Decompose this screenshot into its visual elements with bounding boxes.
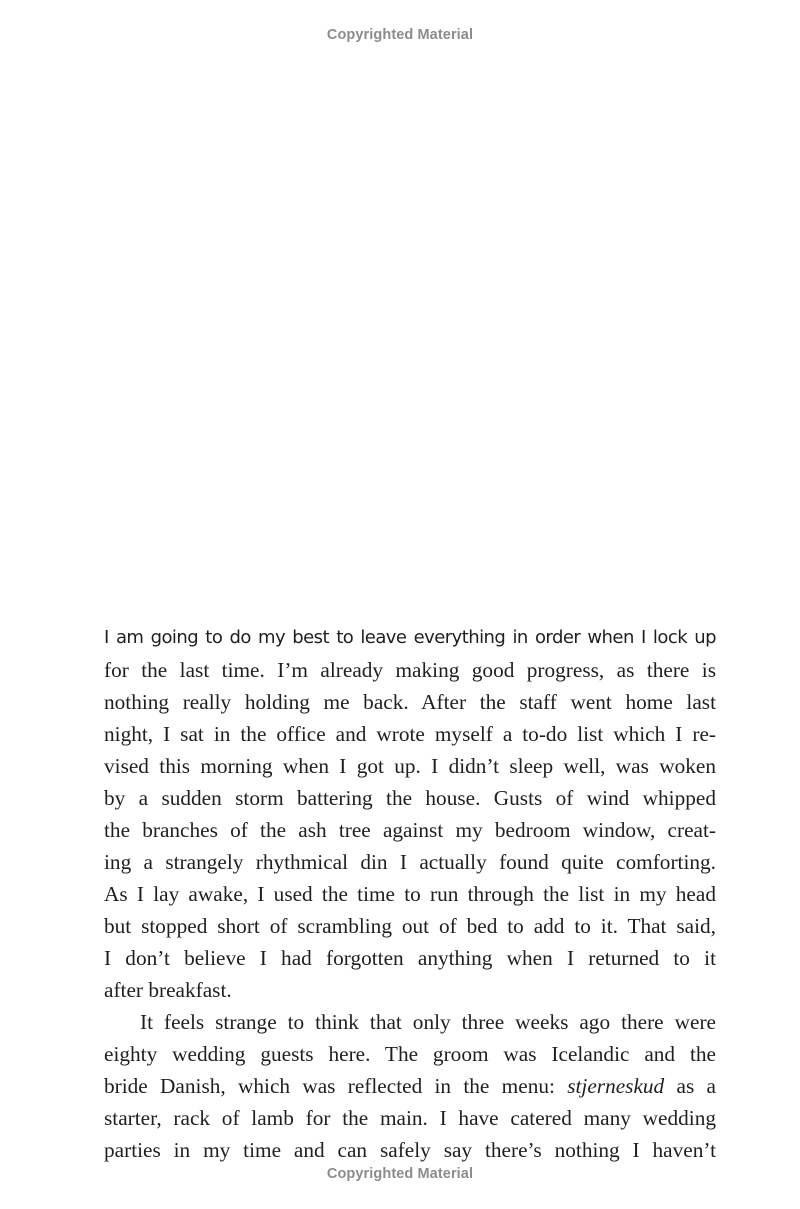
text-line: eighty wedding guests here. The groom was Icelandic and the (104, 1042, 716, 1066)
body-text (104, 622, 716, 1166)
italic-word: stjerneskud (567, 1074, 665, 1098)
paragraph-2 (104, 1006, 716, 1166)
watermark-top: Copyrighted Material (326, 27, 474, 43)
text-line: It feels strange to think that only three weeks ago there were (140, 1010, 716, 1034)
text-line: by a sudden storm battering the house. Gusts of wind whipped (104, 786, 716, 810)
text-segment: as a (664, 1074, 716, 1098)
text-line: As I lay awake, I used the time to run through the list in my head (104, 882, 716, 906)
text-line: I am going to do my best to leave everything in order when I lock up (104, 627, 716, 648)
text-line: nothing really holding me back. After the staff went home last (104, 690, 716, 714)
text-line: parties in my time and can safely say there’s nothing I haven’t (104, 1138, 716, 1162)
text-line: I don’t believe I had forgotten anything when I returned to it (104, 946, 716, 970)
text-line-with-italic (104, 1070, 716, 1102)
text-line: but stopped short of scrambling out of bed to add to it. That said, (104, 914, 716, 938)
text-line: after breakfast. (104, 978, 232, 1002)
paragraph-1 (104, 622, 716, 1006)
text-line: vised this morning when I got up. I didn’t sleep well, was woken (104, 754, 716, 778)
text-line: night, I sat in the office and wrote myself a to-do list which I re- (104, 722, 716, 746)
watermark-bottom: Copyrighted Material (326, 1166, 474, 1182)
text-line: for the last time. I’m already making good progress, as there is (104, 658, 716, 682)
text-line: the branches of the ash tree against my bedroom window, creat- (104, 818, 716, 842)
text-line: starter, rack of lamb for the main. I have catered many wedding (104, 1106, 716, 1130)
text-segment: bride Danish, which was reflected in the menu: (104, 1074, 568, 1098)
text-line: ing a strangely rhythmical din I actually found quite comforting. (104, 850, 716, 874)
